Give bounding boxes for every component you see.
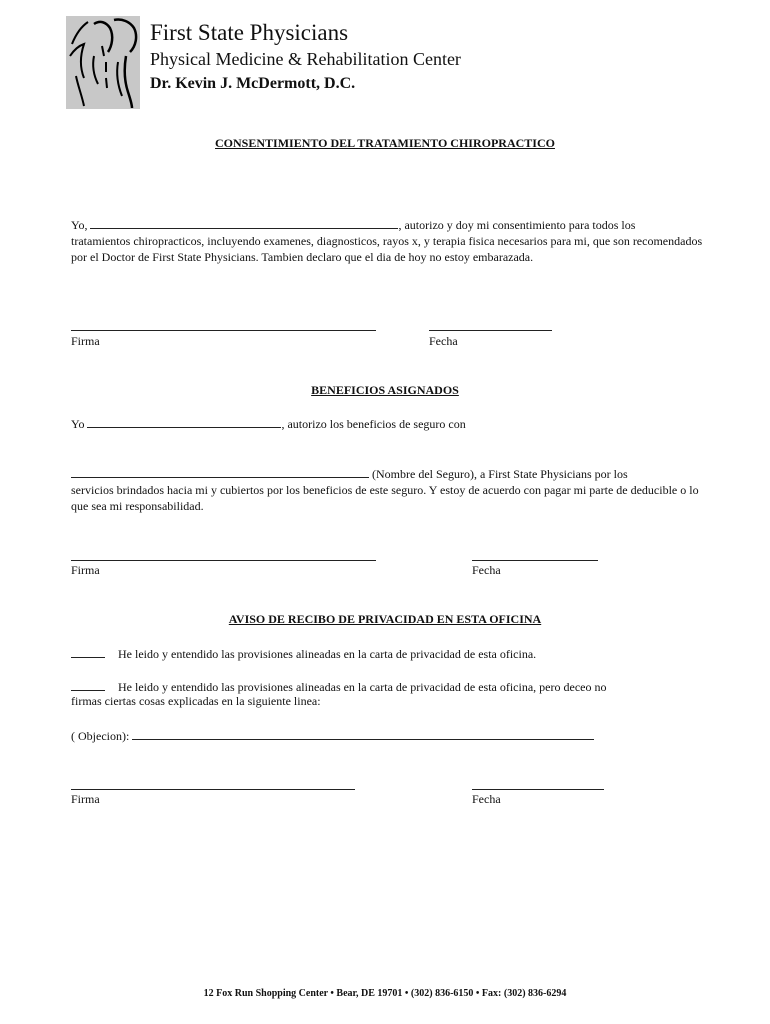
benefits-body: servicios brindados hacia mi y cubiertos por los beneficios de este seguro. Y estoy de acuerdo con pagar mi parte de deducible o lo que sea mi responsabilidad. [71,483,699,513]
privacy-option-1-text: He leido y entendido las provisiones alineadas en la carta de privacidad de esta oficina. [118,647,537,661]
objection-line [71,727,594,744]
benefits-signature-field[interactable] [71,548,376,561]
benefits-prefix: Yo [71,417,85,431]
consent-name-field[interactable] [90,216,398,229]
privacy-signature-field[interactable] [71,777,355,790]
consent-title: CONSENTIMIENTO DEL TRATAMIENTO CHIROPRACTICO [215,136,555,150]
privacy-option-1 [71,645,536,662]
privacy-sign-label: Firma [71,792,100,806]
insurer-name-field[interactable] [71,465,369,478]
doctor-name: Dr. Kevin J. McDermott, D.C. [150,75,356,92]
consent-sign-label: Firma [71,334,100,348]
benefits-name-line [71,415,466,432]
footer-address: 12 Fox Run Shopping Center • Bear, DE 19701 • (302) 836-6150 • Fax: (302) 836-6294 [203,988,567,999]
benefits-line1-text: , autorizo los beneficios de seguro con [281,417,466,431]
benefits-date-field[interactable] [472,548,598,561]
privacy-date-label: Fecha [472,792,501,806]
benefits-insurer-line [71,465,628,482]
privacy-option-2-checkbox[interactable] [71,678,105,691]
benefits-name-field[interactable] [87,415,281,428]
benefits-title: BENEFICIOS ASIGNADOS [311,383,459,397]
consent-date-field[interactable] [429,318,552,331]
benefits-date-label: Fecha [472,563,501,577]
benefits-line2-text: (Nombre del Seguro), a First State Physicians por los [369,467,628,481]
consent-date-label: Fecha [429,334,458,348]
consent-body: tratamientos chiropracticos, incluyendo examenes, diagnosticos, rayos x, y terapia fisica necesarios para mi, que son recomendados por el Doctor de First State Physicians. Tambien declaro que el dia de hoy no estoy embarazada. [71,234,703,264]
privacy-option-2-text-cont: firmas ciertas cosas explicadas en la siguiente linea: [71,694,321,708]
privacy-option-2 [71,678,606,695]
consent-prefix: Yo, [71,218,88,232]
privacy-date-field[interactable] [472,777,604,790]
consent-line1-text: , autorizo y doy mi consentimiento para todos los [398,218,636,232]
logo-image [66,16,140,109]
privacy-option-2-text: He leido y entendido las provisiones alineadas en la carta de privacidad de esta oficina, pero deceo no [118,680,607,694]
benefits-sign-label: Firma [71,563,100,577]
organization-name: First State Physicians [150,20,349,45]
consent-name-line [71,216,635,233]
organization-subtitle: Physical Medicine & Rehabilitation Center [150,49,461,69]
objection-field[interactable] [132,727,594,740]
privacy-option-1-checkbox[interactable] [71,645,105,658]
consent-signature-field[interactable] [71,318,376,331]
objection-label: ( Objecion): [71,729,130,743]
privacy-title: AVISO DE RECIBO DE PRIVACIDAD EN ESTA OFICINA [228,612,542,626]
